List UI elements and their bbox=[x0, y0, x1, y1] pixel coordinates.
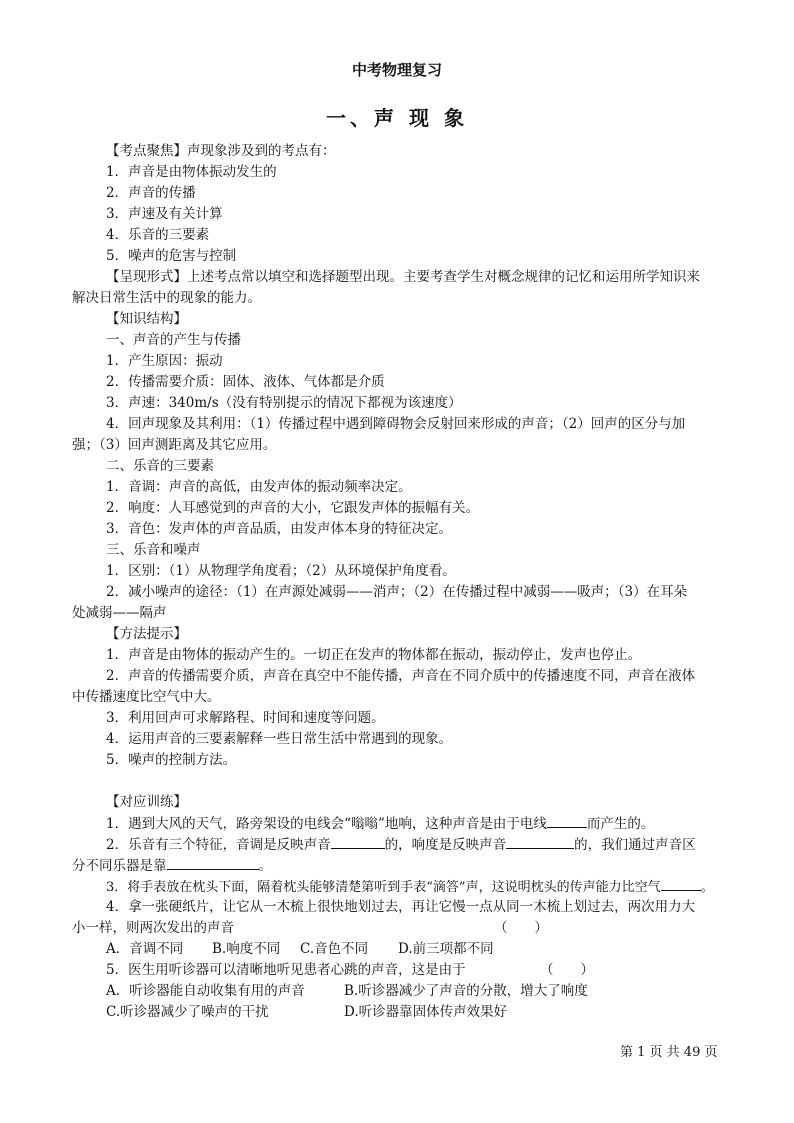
q5-option-c: C.听诊器减少了噪声的干扰 bbox=[106, 1004, 269, 1020]
section-2-item-1: 1．音调：声音的高低，由发声体的振动频率决定。 bbox=[106, 479, 412, 495]
section-2-item-3: 3．音色：发声体的声音品质，由发声体本身的特征决定。 bbox=[106, 521, 453, 537]
section-2-heading: 二、乐音的三要素 bbox=[106, 458, 214, 474]
section-1-heading: 一、声音的产生与传播 bbox=[106, 332, 241, 348]
answer-paren-4[interactable]: （ ） bbox=[494, 920, 548, 936]
kaodian-item-4: 4．乐音的三要素 bbox=[106, 227, 210, 243]
kaodian-item-2: 2．声音的传播 bbox=[106, 185, 196, 201]
section-1-item-1: 1．产生原因：振动 bbox=[106, 353, 223, 369]
question-2-cont: 分不同乐器是靠 。 bbox=[72, 855, 272, 876]
section-2-item-2: 2．响度：人耳感觉到的声音的大小，它跟发声体的振幅有关。 bbox=[106, 500, 480, 516]
section-1-item-4-cont: 强；（3）回声测距离及其它应用。 bbox=[72, 437, 277, 453]
answer-blank-2b[interactable] bbox=[506, 834, 574, 849]
answer-blank-1[interactable] bbox=[547, 813, 587, 828]
fangfa-item-5: 5．噪声的控制方法。 bbox=[106, 752, 237, 768]
question-4: 4．拿一张硬纸片，让它从一木梳上很快地划过去，再让它慢一点从同一木梳上划过去，两次用力大 bbox=[106, 899, 696, 915]
section-1-item-3: 3．声速：340m/s（没有特别提示的情况下都视为该速度） bbox=[106, 395, 462, 411]
chengxian-line-1: 【呈现形式】上述考点常以填空和选择题型出现。主要考查学生对概念规律的记忆和运用所学知识来 bbox=[106, 269, 700, 285]
document-title: 中考物理复习 bbox=[351, 61, 442, 79]
fangfa-item-2-cont: 中传播速度比空气中大。 bbox=[72, 689, 221, 705]
page-footer: 第 1 页 共 49 页 bbox=[620, 1045, 718, 1060]
xunlian-heading: 【对应训练】 bbox=[106, 794, 187, 810]
fangfa-item-3: 3．利用回声可求解路程、时间和速度等问题。 bbox=[106, 710, 385, 726]
question-1: 1．遇到大风的天气，路旁架设的电线会“嗡嗡”地响，这种声音是由于电线 而产生的。 bbox=[106, 813, 654, 834]
answer-blank-2a[interactable] bbox=[331, 834, 385, 849]
answer-paren-5[interactable]: （ ） bbox=[540, 962, 594, 978]
section-3-item-1: 1．区别：（1）从物理学角度看；（2）从环境保护角度看。 bbox=[106, 563, 456, 579]
q4-option-d: D.前三项都不同 bbox=[398, 941, 494, 957]
fangfa-item-4: 4．运用声音的三要素解释一些日常生活中常遇到的现象。 bbox=[106, 731, 453, 747]
question-4-cont: 小一样，则两次发出的声音 bbox=[72, 920, 234, 936]
section-3-heading: 三、乐音和噪声 bbox=[106, 542, 201, 558]
chengxian-line-2: 解决日常生活中的现象的能力。 bbox=[72, 290, 261, 306]
answer-blank-2c[interactable] bbox=[167, 855, 259, 870]
q4-option-b: B.响度不同 bbox=[212, 941, 281, 957]
section-1-item-4: 4．回声现象及其利用：（1）传播过程中遇到障碍物会反射回来形成的声音；（2）回声的区分与加 bbox=[106, 416, 686, 432]
kaodian-item-1: 1．声音是由物体振动发生的 bbox=[106, 164, 277, 180]
question-5: 5．医生用听诊器可以清晰地听见患者心跳的声音，这是由于 bbox=[106, 962, 466, 978]
zhishi-heading: 【知识结构】 bbox=[106, 311, 187, 327]
q5-option-b: B.听诊器减少了声音的分散，增大了响度 bbox=[344, 983, 588, 999]
answer-blank-3[interactable] bbox=[661, 876, 701, 891]
section-1-item-2: 2．传播需要介质：固体、液体、气体都是介质 bbox=[106, 374, 385, 390]
fangfa-item-2: 2．声音的传播需要介质，声音在真空中不能传播，声音在不同介质中的传播速度不同，声音在液体 bbox=[106, 668, 696, 684]
chapter-heading: 一、声 现 象 bbox=[326, 106, 468, 130]
q4-option-a: A．音调不同 bbox=[106, 941, 184, 957]
fangfa-item-1: 1．声音是由物体的振动产生的。一切正在发声的物体都在振动，振动停止，发声也停止。 bbox=[106, 647, 642, 663]
kaodian-item-5: 5．噪声的危害与控制 bbox=[106, 248, 237, 264]
question-3: 3．将手表放在枕头下面，隔着枕头能够清楚第听到手表“滴答”声，这说明枕头的传声能力比空气 。 bbox=[106, 876, 714, 898]
question-2: 2．乐音有三个特征，音调是反映声音 的，响度是反映声音 的，我们通过声音区 bbox=[106, 834, 696, 855]
section-3-item-2: 2．减小噪声的途径：（1）在声源处减弱——消声；（2）在传播过程中减弱——吸声；（3）在耳朵 bbox=[106, 584, 688, 600]
kaodian-item-3: 3．声速及有关计算 bbox=[106, 206, 223, 222]
section-3-item-2-cont: 处减弱——隔声 bbox=[72, 605, 167, 621]
kaodian-heading: 【考点聚焦】声现象涉及到的考点有： bbox=[106, 143, 336, 159]
q5-option-d: D.听诊器靠固体传声效果好 bbox=[344, 1004, 508, 1020]
fangfa-heading: 【方法提示】 bbox=[106, 626, 187, 642]
q5-option-a: A．听诊器能自动收集有用的声音 bbox=[106, 983, 305, 999]
q4-option-c: C.音色不同 bbox=[300, 941, 369, 957]
